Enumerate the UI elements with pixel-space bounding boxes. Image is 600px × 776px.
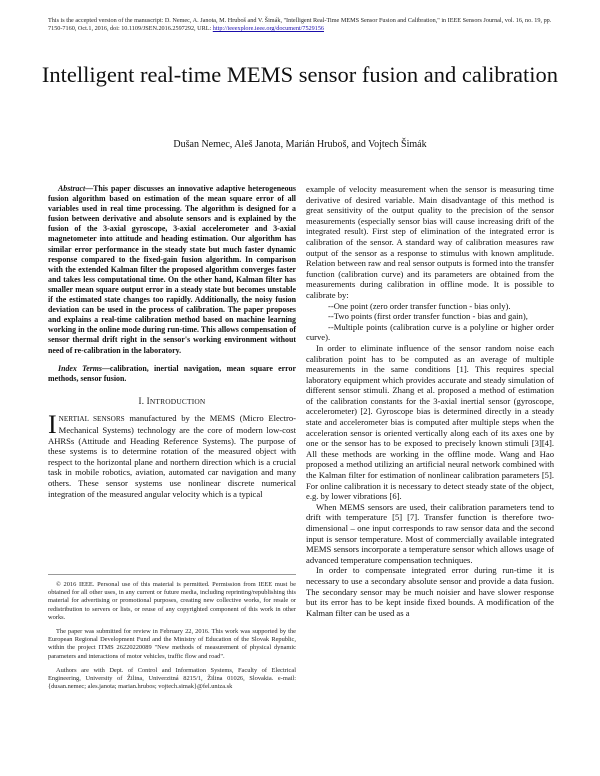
copyright-footnote: © 2016 IEEE. Personal use of this material is permitted. Permission from IEEE must be obtained for all other uses, in any current or future media, including reprinting/republishing this material for advertising or promotional purposes, creating new collective works, for resale or redistribution to servers or lists, or reuse of any copyrighted component of this work in other works. bbox=[48, 581, 296, 621]
calibration-list-item: --Multiple points (calibration curve is a polyline or higher order curve). bbox=[306, 321, 554, 343]
intro-text: manufactured by the MEMS (Micro Electro-Mechanical Systems) technology are the core of modern low-cost AHRSs (Attitude and Heading Reference Systems). The purpose of these systems is to determine rotation of the measured object with respect to the horizontal plane and northern direction which is a crucial task in mobile robotics, aviation, automated car navigation and many others. These sensor systems use nonlinear discrete numerical integration of the measured angular velocity which is a typical bbox=[48, 413, 296, 499]
abstract-lead: Abstract bbox=[58, 184, 86, 193]
section-number: I. bbox=[138, 395, 145, 406]
paper-title: Intelligent real-time MEMS sensor fusion and calibration bbox=[41, 62, 559, 87]
funding-footnote: The paper was submitted for review in February 22, 2016. This work was supported by the European Regional Development Fund and the Ministry of Education of the Slovak Republic, within the project ITMS 26220220089 "New methods of measurement of physical dynamic parameters and interactions of motor vehicles, traffic flow and road". bbox=[48, 628, 296, 660]
index-terms-lead: Index Terms bbox=[58, 363, 103, 373]
body-paragraph-3: When MEMS sensors are used, their calibration parameters tend to drift with temperature [5] [7]. Transfer function is therefore two-dimensional – one input corresponds to raw sensor data and the second input is sensor temperature. Most of commercially available integrated MEMS sensors incorporate a temperature sensor which allows usage of advanced temperature compensation techniques. bbox=[306, 501, 554, 565]
intro-smallcaps: NERTIAL SENSORS bbox=[58, 415, 125, 424]
affiliation-footnote: Authors are with Dept. of Control and Information Systems, Faculty of Electrical Engineering, University of Žilina, Univerzitná 8215/1, Žilina 01026, Slovakia. e-mail: {dusan.nemec; ales.janota; marian.hrubos; vojtech.simak}@fel.uniza.sk bbox=[48, 666, 296, 691]
body-paragraph-1: example of velocity measurement when the sensor is measuring time derivative of desired variable. Main disadvantage of this method is great sensitivity of the output quality to the precision of the sensor measurements (especially sensor bias will cause increasing drift of the integrated result). First step of elimination of the integrated error is calibration of the sensor. A standard way of calibration measures raw output of the sensor as a response to stimulus with known amplitude. Relation between raw and real sensor outputs is formed into the transfer function (calibration curve) and its parameters are obtained from the measurements during calibration in offline mode. It is possible to calibrate by: bbox=[306, 184, 554, 300]
notice-text: This is the accepted version of the manuscript: D. Nemec, A. Janota, M. Hruboš and V. Šimák, "Intelligent Real-Time MEMS Sensor Fusion and Calibration," in IEEE Sensors Journal, vol. 16, no. 19, pp. 7150-7160, Oct.1, 2016, doi: 10.1109/JSEN.2016.2597292, URL: bbox=[48, 17, 552, 32]
drop-cap: I bbox=[48, 410, 57, 440]
left-column bbox=[48, 184, 296, 499]
section-heading-introduction bbox=[48, 396, 296, 408]
abstract bbox=[48, 184, 296, 356]
doi-link[interactable]: http://ieeexplore.ieee.org/document/7529156 bbox=[212, 25, 325, 32]
calibration-list-item: --Two points (first order transfer function - bias and gain), bbox=[328, 311, 528, 322]
calibration-list-item: --One point (zero order transfer function - bias only). bbox=[328, 300, 511, 311]
index-terms bbox=[48, 364, 296, 384]
intro-paragraph bbox=[48, 410, 296, 499]
author-list: Dušan Nemec, Aleš Janota, Marián Hruboš, and Vojtech Šimák bbox=[173, 139, 427, 150]
body-paragraph-4: In order to compensate integrated error during run-time it is necessary to use a secondary absolute sensor and provide a data fusion. The secondary sensor may be much noisier and have slower response but its error has to be kept inside fixed bounds. A modification of the Kalman filter can be used as a bbox=[306, 565, 554, 618]
section-title-rest: NTRODUCTION bbox=[149, 396, 206, 406]
accepted-version-notice bbox=[48, 17, 558, 33]
footnotes bbox=[48, 574, 296, 697]
index-terms-text: —calibration, inertial navigation, mean square error methods, sensor fusion. bbox=[48, 363, 296, 383]
section-title-first: I bbox=[146, 395, 150, 406]
right-column bbox=[306, 184, 554, 618]
body-paragraph-2: In order to eliminate influence of the sensor random noise each calibration point has to be computed as an average of multiple measurements in the same conditions [1]. This requires special laboratory equipment which provides accurate and steady simulation of different sensor stimuli. Zhang et al. proposed a method of estimation of the calibration constants for the 3-axial inertial sensor (gyroscope, accelerometer) [2]. Gyroscope bias is determined directly in a steady state and accelerometer bias is computed after multiple steps when the acceleration sensor is oriented vertically along each of its axes one by one or the sensor has to be exposed to precisely known stimuli [3][4]. All these methods are working in the offline mode. Wang and Hao proposed a method utilizing an artificial neural network combined with the Kalman filter for estimation of nonlinear calibration parameters [5]. For online calibration it is necessary to detect steady state of the object, e.g. by lower vibrations [6]. bbox=[306, 342, 554, 502]
abstract-text: —This paper discusses an innovative adaptive heterogeneous fusion algorithm based on estimation of the mean square error of all variables used in real time processing. The algorithm is designed for a fusion between derivative and absolute sensors and is explained by the fusion of the 3-axial gyroscope, 3-axial accelerometer and 3-axial magnetometer into attitude and heading estimation. Our algorithm has similar error performance in the steady state but much faster dynamic response compared to the fixed-gain fusion algorithm. In comparison with the extended Kalman filter the proposed algorithm converges faster and takes less computational time. On the other hand, Kalman filter has smaller mean square output error in a steady state but becomes unstable if the estimated state changes too rapidly. Additionally, the noisy fusion deviation can be used in the process of calibration. The paper proposes and explains a real-time calibration method based on machine learning working in the online mode during run-time. This allows compensation of sensor thermal drift right in the sensor's working environment without need of re-calibration in the laboratory. bbox=[48, 184, 296, 355]
